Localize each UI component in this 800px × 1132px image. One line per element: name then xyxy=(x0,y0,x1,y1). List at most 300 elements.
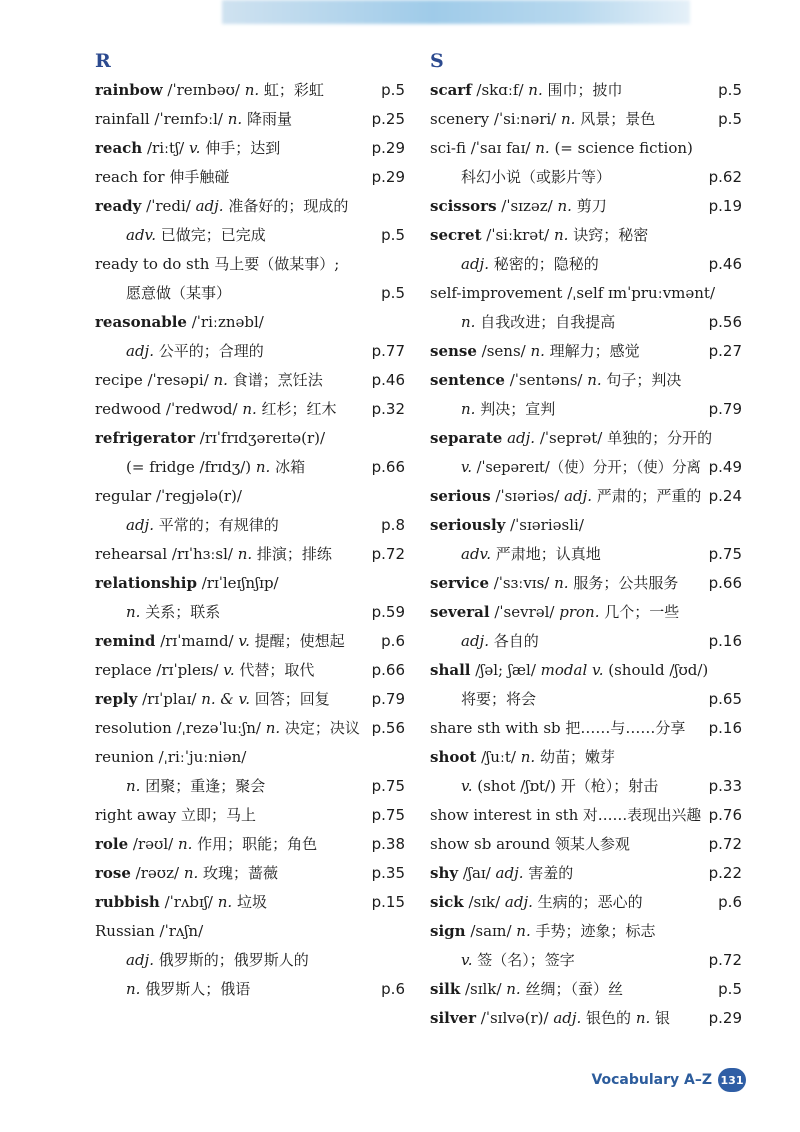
part-of-speech: v. xyxy=(238,632,250,650)
headword: sentence xyxy=(430,371,505,389)
entry-segment: reunion /ˌriːˈjuːniən/ xyxy=(95,748,247,766)
part-of-speech: adj. xyxy=(507,429,536,447)
entry-segment: /ˈseprət/ 单独的；分开的 xyxy=(535,429,713,447)
entry-segment: 公平的；合理的 xyxy=(153,342,264,360)
entry-text xyxy=(126,975,250,1004)
entry-segment: regular /ˈregjələ(r)/ xyxy=(95,487,242,505)
entry-line xyxy=(95,163,405,192)
headword: shall xyxy=(430,661,471,679)
page-reference: p.66 xyxy=(708,574,742,592)
entry-segment: /sɪk/ xyxy=(463,893,505,911)
entry-segment: redwood /ˈredwʊd/ xyxy=(95,400,243,418)
entry-segment: 银 xyxy=(650,1009,671,1027)
page-number-badge: 131 xyxy=(718,1068,746,1092)
entry-text xyxy=(430,134,693,163)
part-of-speech: n. xyxy=(255,458,271,476)
part-of-speech: n. xyxy=(126,980,141,998)
entry-segment: 回答；回复 xyxy=(250,690,330,708)
page-reference: p.79 xyxy=(371,690,405,708)
entry-segment: 严肃的；严重的 xyxy=(591,487,702,505)
entry-segment: /ˈriːznəbl/ xyxy=(186,313,264,331)
headword: sense xyxy=(430,342,477,360)
entry-line xyxy=(95,337,405,366)
page-reference: p.6 xyxy=(381,632,405,650)
page-reference: p.75 xyxy=(371,777,405,795)
headword: sick xyxy=(430,893,464,911)
entry-line xyxy=(430,134,742,163)
entry-line xyxy=(95,453,405,482)
entry-segment: 代替；取代 xyxy=(234,661,315,679)
entry-line xyxy=(95,482,405,511)
entry-text xyxy=(430,888,643,917)
entry-text xyxy=(430,975,623,1004)
entry-line xyxy=(95,540,405,569)
entry-segment: recipe /ˈresəpi/ xyxy=(95,371,214,389)
entry-segment: /ˈsɪlvə(r)/ xyxy=(476,1009,554,1027)
entry-line xyxy=(95,76,405,105)
page-reference: p.19 xyxy=(708,197,742,215)
entry-segment: scenery /ˈsiːnəri/ xyxy=(430,110,561,128)
part-of-speech: v. xyxy=(461,951,473,969)
headword: remind xyxy=(95,632,156,650)
headword: separate xyxy=(430,429,503,447)
page-reference: p.75 xyxy=(371,806,405,824)
entry-segment: 严肃地；认真地 xyxy=(491,545,601,563)
entry-segment: show interest in sth 对……表现出兴趣 xyxy=(430,806,702,824)
entry-text xyxy=(95,76,324,105)
entry-segment: 幼苗；嫩芽 xyxy=(535,748,615,766)
headword: serious xyxy=(430,487,491,505)
headword: reach xyxy=(95,139,143,157)
entry-text xyxy=(461,627,539,656)
entry-text xyxy=(95,627,345,656)
part-of-speech: adj. xyxy=(495,864,524,882)
entry-segment: (= science fiction) xyxy=(549,139,693,157)
page-reference: p.65 xyxy=(708,690,742,708)
headword: reasonable xyxy=(95,313,187,331)
entry-text xyxy=(126,772,265,801)
entry-text xyxy=(430,337,640,366)
entry-line xyxy=(430,76,742,105)
entry-line xyxy=(430,511,742,540)
entry-line xyxy=(430,163,742,192)
entry-segment: 害羞的 xyxy=(523,864,574,882)
page-reference: p.32 xyxy=(371,400,405,418)
entry-line xyxy=(430,917,742,946)
part-of-speech: adj. xyxy=(195,197,224,215)
entry-line xyxy=(430,743,742,772)
entry-line xyxy=(95,975,405,1004)
entry-line xyxy=(95,801,405,830)
entry-segment: 虹；彩虹 xyxy=(259,81,324,99)
entry-segment: 银色的 xyxy=(581,1009,636,1027)
entry-text xyxy=(461,250,599,279)
part-of-speech: v. xyxy=(223,661,235,679)
entry-segment: 理解力；感觉 xyxy=(544,342,640,360)
headword: shy xyxy=(430,864,459,882)
headword: secret xyxy=(430,226,482,244)
page-reference: p.27 xyxy=(708,342,742,360)
page-reference: p.59 xyxy=(371,603,405,621)
part-of-speech: n. xyxy=(126,777,141,795)
entry-segment: /rɪˈmaɪnd/ xyxy=(155,632,239,650)
entry-text xyxy=(430,221,648,250)
part-of-speech: n. xyxy=(506,980,521,998)
entry-line xyxy=(95,250,405,279)
entry-segment: /ˈsɪzəz/ xyxy=(496,197,558,215)
entry-line xyxy=(95,395,405,424)
entry-line xyxy=(430,250,742,279)
entry-line xyxy=(95,366,405,395)
entry-line xyxy=(430,888,742,917)
part-of-speech: adv. xyxy=(126,226,157,244)
part-of-speech: adj. xyxy=(461,632,489,650)
entry-text xyxy=(95,366,323,395)
entry-text xyxy=(461,540,601,569)
page-reference: p.24 xyxy=(708,487,742,505)
page-reference: p.6 xyxy=(381,980,405,998)
page-reference: p.35 xyxy=(371,864,405,882)
entry-segment: /ˈsɪəriəs/ xyxy=(490,487,565,505)
part-of-speech: n. xyxy=(535,139,550,157)
entry-text xyxy=(430,859,573,888)
entry-text xyxy=(126,946,309,975)
entry-segment: 团聚；重逢；聚会 xyxy=(140,777,266,795)
entry-segment: (should /ʃʊd/) xyxy=(603,661,709,679)
entry-line xyxy=(95,859,405,888)
entry-line xyxy=(430,279,742,308)
entry-line xyxy=(95,598,405,627)
entry-segment: /skɑːf/ xyxy=(471,81,529,99)
entry-line xyxy=(430,221,742,250)
entry-line xyxy=(430,569,742,598)
page-reference: p.72 xyxy=(371,545,405,563)
entry-segment: 提醒；使想起 xyxy=(249,632,345,650)
page-reference: p.79 xyxy=(708,400,742,418)
part-of-speech: v. xyxy=(461,777,473,795)
entry-text xyxy=(95,830,317,859)
entry-segment: 丝绸；（蚕）丝 xyxy=(520,980,623,998)
entry-segment: self-improvement /ˌself ɪmˈpruːvmənt/ xyxy=(430,284,716,302)
entry-segment: 围巾；披巾 xyxy=(542,81,623,99)
entry-line xyxy=(95,830,405,859)
part-of-speech: v. xyxy=(461,458,473,476)
page-reference: p.29 xyxy=(371,168,405,186)
entry-text xyxy=(95,308,264,337)
entry-text xyxy=(430,279,715,308)
entry-segment: /ʃaɪ/ xyxy=(458,864,496,882)
headword: seriously xyxy=(430,516,506,534)
entry-text xyxy=(95,105,292,134)
headword: sign xyxy=(430,922,466,940)
entry-text xyxy=(430,192,607,221)
entry-segment: (= fridge /frɪdʒ/) xyxy=(126,458,256,476)
headword: rainbow xyxy=(95,81,163,99)
entry-text xyxy=(95,482,242,511)
entry-segment: 排演；排练 xyxy=(252,545,332,563)
headword: refrigerator xyxy=(95,429,195,447)
entry-text xyxy=(95,540,332,569)
entry-segment: 秘密的；隐秘的 xyxy=(488,255,599,273)
page-reference: p.25 xyxy=(371,110,405,128)
headword: scissors xyxy=(430,197,497,215)
entry-line xyxy=(430,946,742,975)
entry-segment: /rɪˈfrɪdʒəreɪtə(r)/ xyxy=(195,429,326,447)
entry-text xyxy=(430,569,678,598)
entry-text xyxy=(95,569,279,598)
entry-line xyxy=(430,192,742,221)
part-of-speech: adj. xyxy=(564,487,592,505)
headword: rubbish xyxy=(95,893,160,911)
part-of-speech: pron. xyxy=(559,603,600,621)
entry-text xyxy=(430,1004,670,1033)
page-reference: p.75 xyxy=(708,545,742,563)
entry-text xyxy=(95,743,246,772)
part-of-speech: n. xyxy=(587,371,602,389)
part-of-speech: n. xyxy=(227,110,243,128)
page-reference: p.56 xyxy=(708,313,742,331)
entry-text xyxy=(126,598,220,627)
entry-segment: /ˈsentəns/ xyxy=(504,371,588,389)
entry-segment: /ʃəl; ʃæl/ xyxy=(470,661,541,679)
entry-line xyxy=(430,395,742,424)
part-of-speech: adj. xyxy=(553,1009,582,1027)
headword: scarf xyxy=(430,81,472,99)
part-of-speech: adj. xyxy=(504,893,533,911)
entry-segment: 剪刀 xyxy=(571,197,607,215)
part-of-speech: n. xyxy=(183,864,199,882)
entry-segment: show sb around 领某人参观 xyxy=(430,835,630,853)
entry-line xyxy=(95,424,405,453)
page-reference: p.5 xyxy=(381,226,405,244)
entry-text xyxy=(430,801,701,830)
headword: silk xyxy=(430,980,461,998)
entry-text xyxy=(430,366,681,395)
entry-text xyxy=(430,714,685,743)
entry-text xyxy=(430,598,679,627)
part-of-speech: adj. xyxy=(126,342,154,360)
page-reference: p.6 xyxy=(718,893,742,911)
part-of-speech: n. xyxy=(244,81,260,99)
headword: ready xyxy=(95,197,142,215)
headword: role xyxy=(95,835,129,853)
entry-text xyxy=(95,714,360,743)
entry-line xyxy=(95,221,405,250)
entry-text xyxy=(95,250,339,279)
entry-line xyxy=(430,656,742,685)
page-reference: p.15 xyxy=(371,893,405,911)
footer-label: Vocabulary A–Z xyxy=(591,1072,712,1088)
entry-text xyxy=(126,511,279,540)
part-of-speech: n. xyxy=(516,922,531,940)
entry-text xyxy=(430,511,584,540)
part-of-speech: adj. xyxy=(126,951,154,969)
entry-segment: /ˈrʌbɪʃ/ xyxy=(159,893,218,911)
entry-text xyxy=(95,163,229,192)
entry-text xyxy=(430,76,623,105)
entry-segment: 关系；联系 xyxy=(140,603,221,621)
headword: service xyxy=(430,574,489,592)
entry-segment: /ˈsɪəriəsli/ xyxy=(505,516,584,534)
part-of-speech: n. xyxy=(528,81,543,99)
page-reference: p.72 xyxy=(708,951,742,969)
entry-text xyxy=(461,395,555,424)
part-of-speech: adj. xyxy=(461,255,489,273)
entry-text xyxy=(461,772,658,801)
entry-line xyxy=(95,192,405,221)
entry-segment: ready to do sth 马上要（做某事）; xyxy=(95,255,340,273)
entry-segment: reach for 伸手触碰 xyxy=(95,168,230,186)
entry-segment: /rɪˈleɪʃnʃɪp/ xyxy=(196,574,279,592)
entry-segment: 已做完；已完成 xyxy=(156,226,266,244)
entry-segment: /ˈsevrəl/ xyxy=(489,603,560,621)
entry-segment: /sens/ xyxy=(476,342,531,360)
entry-text xyxy=(95,888,267,917)
entry-segment: sci-fi /ˈsaɪ faɪ/ xyxy=(430,139,536,157)
page-reference: p.5 xyxy=(718,81,742,99)
entry-segment: right away 立即；马上 xyxy=(95,806,256,824)
entry-segment: /ʃuːt/ xyxy=(476,748,521,766)
entry-segment: 垃圾 xyxy=(232,893,267,911)
entry-segment: 俄罗斯人；俄语 xyxy=(140,980,251,998)
entry-segment: 愿意做（某事） xyxy=(126,284,232,302)
page-reference: p.5 xyxy=(718,110,742,128)
part-of-speech: n. xyxy=(520,748,536,766)
entry-segment: 科幻小说（或影片等） xyxy=(461,168,612,186)
page-reference: p.38 xyxy=(371,835,405,853)
page-reference: p.66 xyxy=(371,458,405,476)
entry-line xyxy=(430,366,742,395)
entry-segment: 俄罗斯的；俄罗斯人的 xyxy=(153,951,309,969)
part-of-speech: n. xyxy=(530,342,545,360)
part-of-speech: n. xyxy=(217,893,233,911)
page-reference: p.29 xyxy=(708,1009,742,1027)
page-reference: p.22 xyxy=(708,864,742,882)
page-reference: p.46 xyxy=(371,371,405,389)
headword: rose xyxy=(95,864,131,882)
entry-segment: 伸手；达到 xyxy=(200,139,281,157)
entry-text xyxy=(461,453,701,482)
entry-text xyxy=(126,337,264,366)
entry-segment: 将要；将会 xyxy=(461,690,537,708)
part-of-speech: n. xyxy=(177,835,193,853)
entry-line xyxy=(430,685,742,714)
entry-line xyxy=(430,337,742,366)
entry-line xyxy=(95,134,405,163)
part-of-speech: n. xyxy=(560,110,576,128)
entry-text xyxy=(95,917,203,946)
entry-line xyxy=(430,105,742,134)
part-of-speech: modal v. xyxy=(540,661,604,679)
entry-line xyxy=(95,105,405,134)
part-of-speech: n. xyxy=(557,197,572,215)
page-reference: p.49 xyxy=(708,458,742,476)
entry-segment: /ˈsɜːvɪs/ xyxy=(488,574,555,592)
entry-text xyxy=(461,163,611,192)
entry-line xyxy=(430,714,742,743)
entry-line xyxy=(95,917,405,946)
entry-segment: /sɪlk/ xyxy=(460,980,507,998)
page-reference: p.62 xyxy=(708,168,742,186)
entry-segment: /rəʊz/ xyxy=(130,864,184,882)
entry-line xyxy=(430,975,742,1004)
page-reference: p.56 xyxy=(371,719,405,737)
part-of-speech: n. xyxy=(242,400,257,418)
entry-segment: /rəʊl/ xyxy=(128,835,178,853)
page-reference: p.46 xyxy=(708,255,742,273)
entry-text xyxy=(430,424,712,453)
entry-segment: 生病的；恶心的 xyxy=(532,893,643,911)
page-reference: p.33 xyxy=(708,777,742,795)
part-of-speech: n. xyxy=(461,313,476,331)
entry-line xyxy=(430,1004,742,1033)
top-banner xyxy=(222,0,690,24)
section-letter: S xyxy=(430,50,444,72)
entry-line xyxy=(430,482,742,511)
entry-text xyxy=(95,685,330,714)
entry-line xyxy=(95,627,405,656)
entry-segment: 玫瑰；蔷薇 xyxy=(198,864,279,882)
entry-segment: rainfall /ˈreɪnfɔːl/ xyxy=(95,110,228,128)
entry-line xyxy=(95,308,405,337)
entry-line xyxy=(430,830,742,859)
entry-segment: 作用；职能；角色 xyxy=(192,835,318,853)
entry-text xyxy=(126,453,305,482)
entry-text xyxy=(461,308,615,337)
entry-text xyxy=(430,482,701,511)
entry-segment: 手势；迹象；标志 xyxy=(530,922,656,940)
entry-segment: 决定；决议 xyxy=(280,719,360,737)
entry-segment: /ˈreɪnbəʊ/ xyxy=(162,81,245,99)
entry-line xyxy=(95,279,405,308)
page-reference: p.72 xyxy=(708,835,742,853)
entry-line xyxy=(430,772,742,801)
column-r xyxy=(95,46,405,1004)
entry-text xyxy=(95,656,314,685)
page-reference: p.66 xyxy=(371,661,405,679)
entry-line xyxy=(430,598,742,627)
entry-line xyxy=(430,801,742,830)
page-reference: p.77 xyxy=(371,342,405,360)
entry-text xyxy=(95,801,256,830)
entry-line xyxy=(95,772,405,801)
entry-line xyxy=(430,859,742,888)
part-of-speech: n. xyxy=(213,371,228,389)
entry-segment: 各自的 xyxy=(488,632,539,650)
entry-segment: /riːtʃ/ xyxy=(142,139,189,157)
entry-segment: replace /rɪˈpleɪs/ xyxy=(95,661,224,679)
entry-text xyxy=(430,917,656,946)
page-reference: p.29 xyxy=(371,139,405,157)
entry-text xyxy=(95,859,278,888)
part-of-speech: adj. xyxy=(126,516,154,534)
entry-text xyxy=(95,192,348,221)
entry-segment: /ˈsiːkrət/ xyxy=(481,226,554,244)
entry-segment: 判决；宣判 xyxy=(475,400,556,418)
entry-segment: 几个；一些 xyxy=(599,603,680,621)
headword: reply xyxy=(95,690,138,708)
entry-segment: 句子；判决 xyxy=(601,371,682,389)
part-of-speech: n. xyxy=(265,719,281,737)
entry-segment: 服务；公共服务 xyxy=(568,574,679,592)
entry-segment: /saɪn/ xyxy=(465,922,517,940)
entry-segment: 食谱；烹饪法 xyxy=(227,371,323,389)
column-s xyxy=(430,46,742,1033)
entry-line xyxy=(95,946,405,975)
entry-text xyxy=(95,134,280,163)
entry-line xyxy=(95,569,405,598)
entry-line xyxy=(430,424,742,453)
